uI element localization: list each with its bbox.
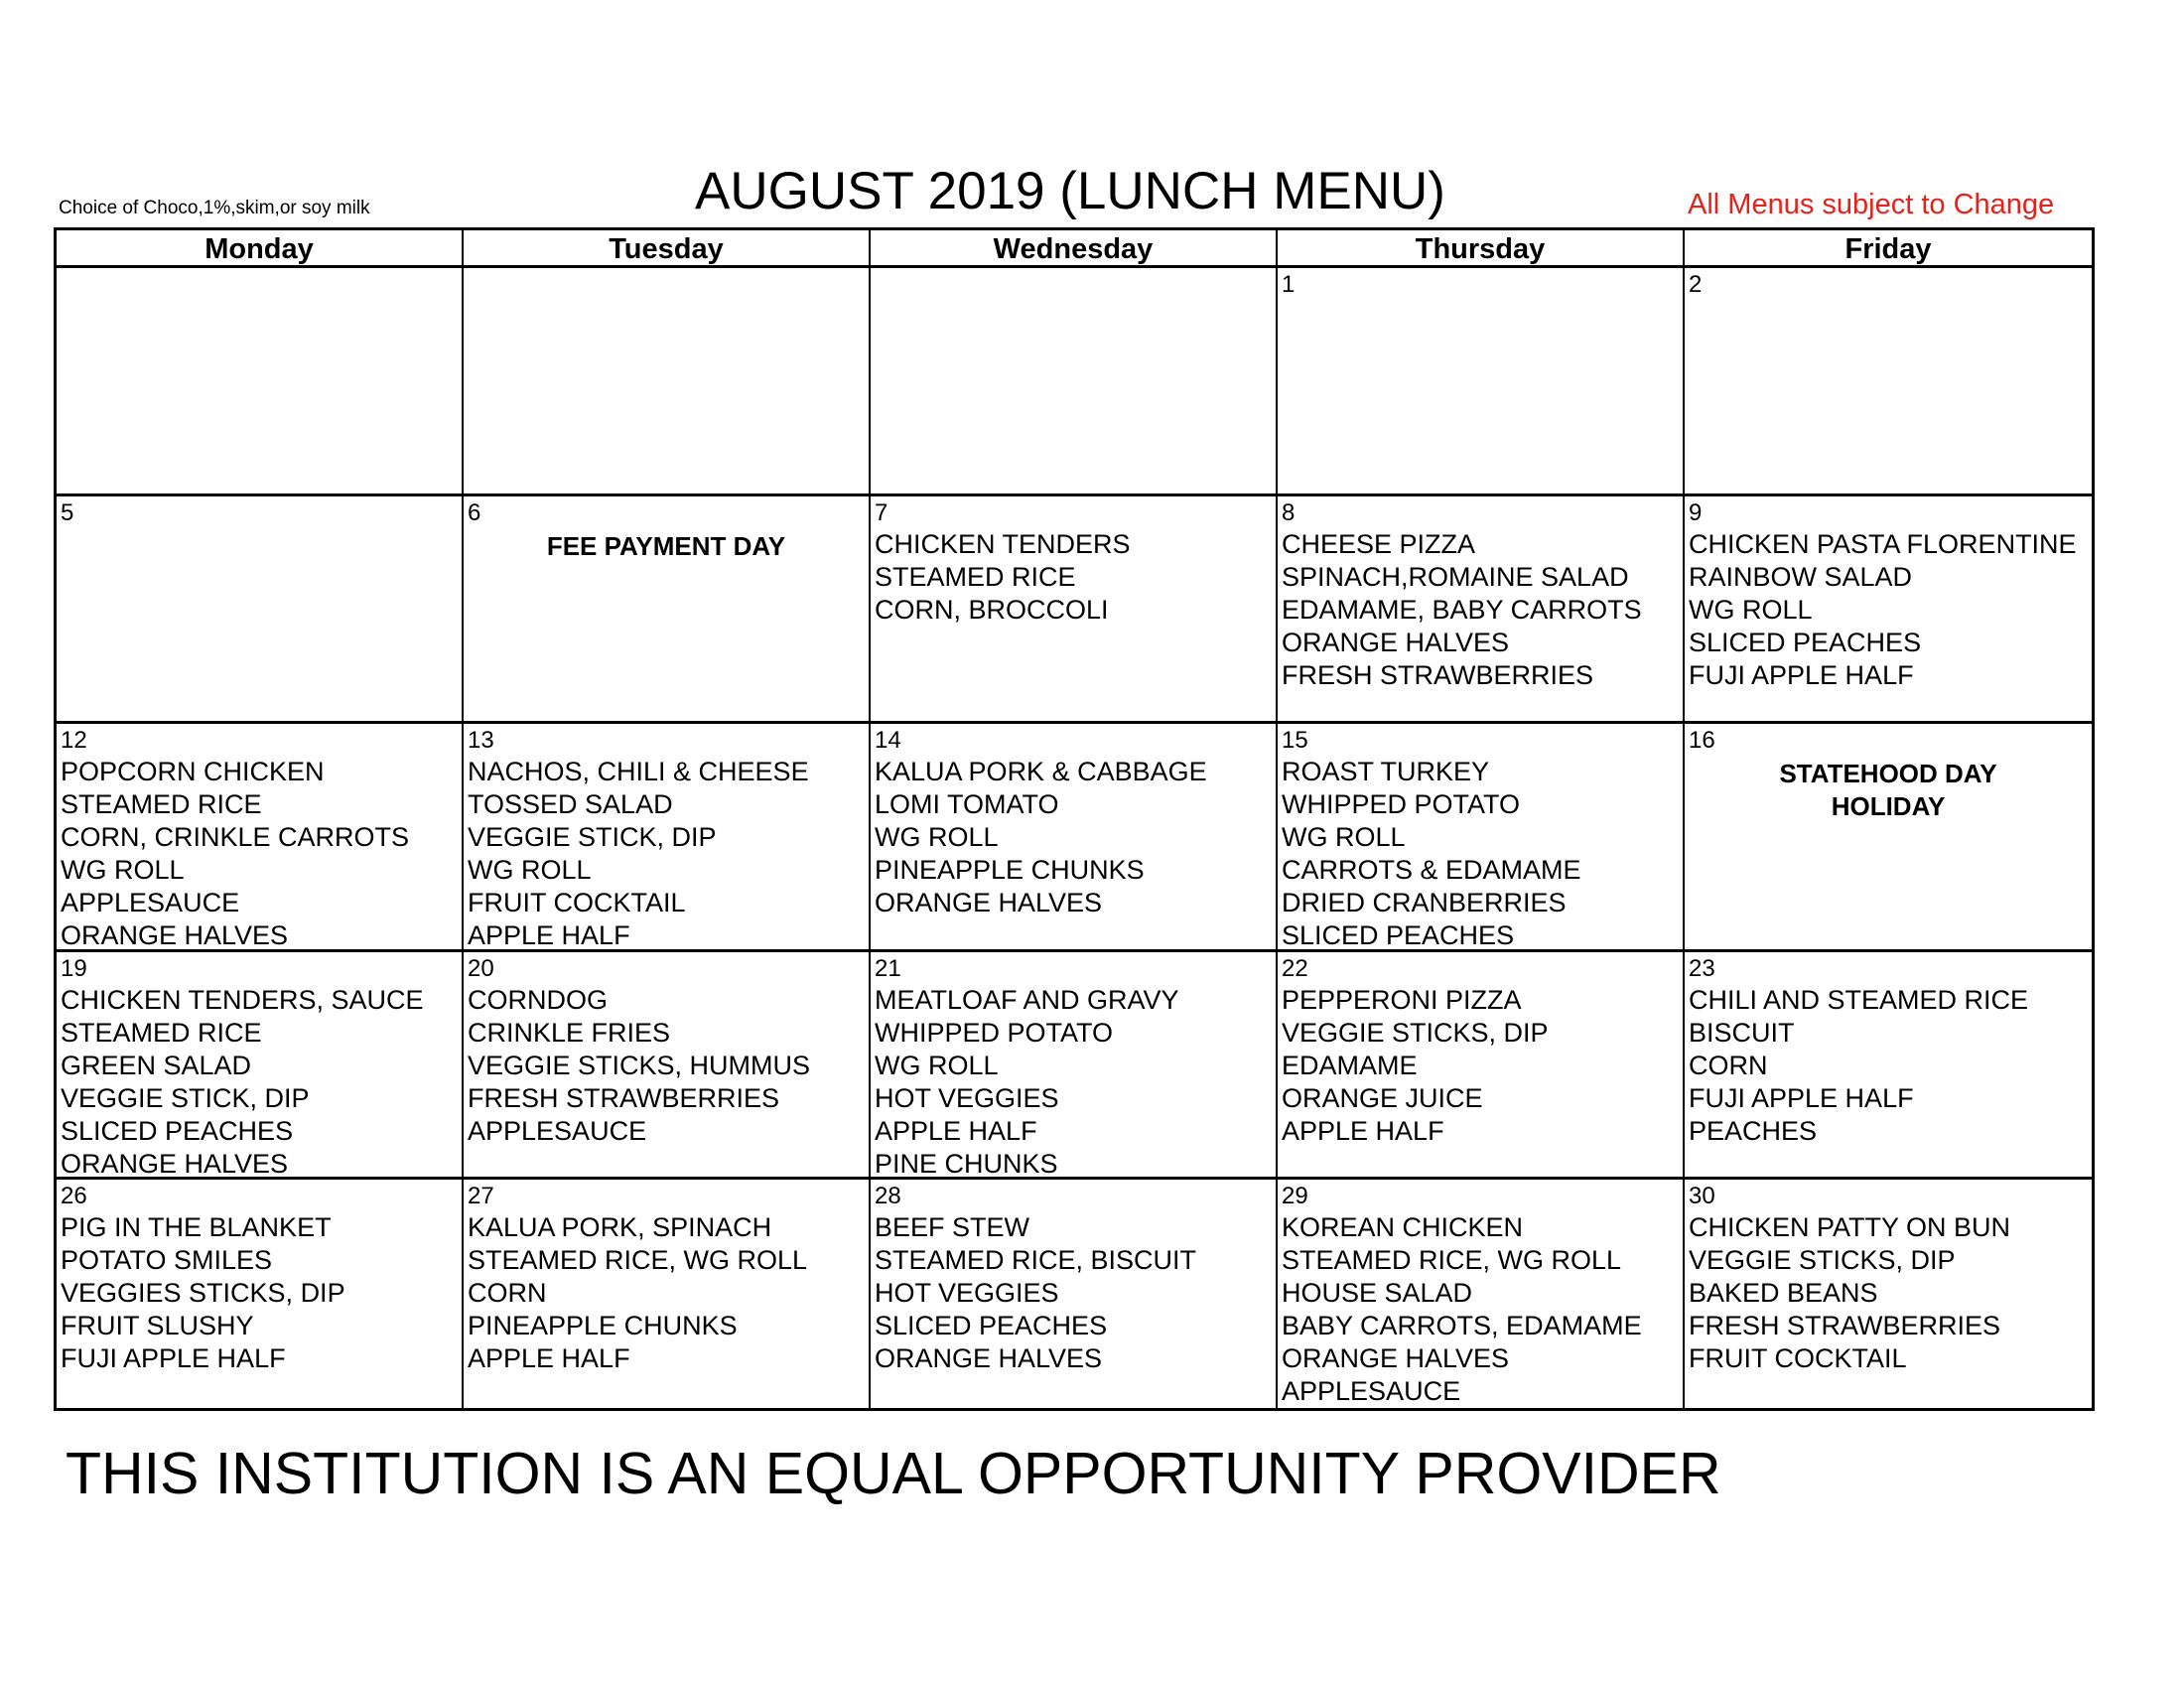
menu-item: ORANGE HALVES <box>61 920 289 951</box>
menu-item: CORN, BROCCOLI <box>875 594 1109 625</box>
date-number: 20 <box>468 954 494 982</box>
menu-item: PEPPERONI PIZZA <box>1282 984 1522 1015</box>
menu-item: VEGGIE STICK, DIP <box>468 822 717 853</box>
calendar-cell <box>1685 268 2092 496</box>
menu-item: STEAMED RICE <box>875 561 1076 592</box>
menu-item: CHICKEN TENDERS <box>875 528 1131 559</box>
menu-item: CORN <box>1689 1050 1768 1080</box>
menu-item: FRUIT SLUSHY <box>61 1311 254 1341</box>
menu-item: CHICKEN TENDERS, SAUCE <box>61 984 424 1015</box>
menu-item: EDAMAME, BABY CARROTS <box>1282 594 1642 625</box>
date-number: 8 <box>1282 498 1296 526</box>
menu-item: APPLE HALF <box>468 920 630 951</box>
date-number: 29 <box>1282 1183 1308 1210</box>
calendar-cell <box>1278 724 1685 952</box>
date-number: 14 <box>875 727 901 755</box>
equal-opportunity-statement: THIS INSTITUTION IS AN EQUAL OPPORTUNITY PROVIDER <box>66 1441 1721 1506</box>
menu-item: ORANGE HALVES <box>61 1148 289 1179</box>
date-number: 16 <box>1689 727 1715 755</box>
menu-item: KALUA PORK & CABBAGE <box>875 757 1207 787</box>
menu-item: ROAST TURKEY <box>1282 757 1490 787</box>
calendar-cell <box>871 496 1278 725</box>
menu-item: STEAMED RICE, WG ROLL <box>1282 1245 1622 1276</box>
menu-item: STEAMED RICE <box>61 789 262 820</box>
menu-change-note: All Menus subject to Change <box>1688 189 2055 220</box>
menu-item: VEGGIE STICKS, DIP <box>1282 1017 1549 1048</box>
menu-item: TOSSED SALAD <box>468 789 673 820</box>
calendar-cell <box>464 724 871 952</box>
menu-item: SLICED PEACHES <box>1282 920 1515 951</box>
date-number: 6 <box>468 498 481 526</box>
menu-item: STEAMED RICE <box>61 1017 262 1048</box>
menu-item: BEEF STEW <box>875 1212 1030 1243</box>
date-number: 9 <box>1689 498 1703 526</box>
special-day-note: HOLIDAY <box>1831 791 1946 822</box>
menu-item: BISCUIT <box>1689 1017 1795 1048</box>
menu-item: PINEAPPLE CHUNKS <box>468 1311 738 1341</box>
menu-item: APPLESAUCE <box>61 888 240 918</box>
date-number: 23 <box>1689 954 1715 982</box>
menu-item: APPLE HALF <box>875 1115 1037 1146</box>
calendar-cell <box>464 496 871 725</box>
menu-item: KALUA PORK, SPINACH <box>468 1212 772 1243</box>
date-number: 28 <box>875 1183 901 1210</box>
menu-item: FRESH STRAWBERRIES <box>1689 1311 2001 1341</box>
calendar-cell <box>1278 268 1685 496</box>
menu-item: PEACHES <box>1689 1115 1818 1146</box>
menu-item: APPLE HALF <box>1282 1115 1444 1146</box>
menu-item: EDAMAME <box>1282 1050 1418 1080</box>
menu-item: APPLESAUCE <box>468 1115 647 1146</box>
menu-item: POPCORN CHICKEN <box>61 757 325 787</box>
menu-item: CHICKEN PATTY ON BUN <box>1689 1212 2011 1243</box>
calendar-cell <box>1278 496 1685 725</box>
menu-item: HOT VEGGIES <box>875 1082 1059 1113</box>
menu-item: FRESH STRAWBERRIES <box>1282 659 1594 690</box>
menu-item: CARROTS & EDAMAME <box>1282 855 1581 886</box>
calendar-cell <box>464 952 871 1181</box>
menu-item: WHIPPED POTATO <box>875 1017 1114 1048</box>
date-number: 1 <box>1282 271 1296 298</box>
calendar-cell <box>1685 952 2092 1181</box>
date-number: 21 <box>875 954 901 982</box>
date-number: 19 <box>61 954 87 982</box>
menu-item: WHIPPED POTATO <box>1282 789 1521 820</box>
calendar-cell <box>871 724 1278 952</box>
menu-item: GREEN SALAD <box>61 1050 252 1080</box>
menu-item: FUJI APPLE HALF <box>1689 1082 1914 1113</box>
menu-item: FUJI APPLE HALF <box>1689 659 1914 690</box>
date-number: 30 <box>1689 1183 1715 1210</box>
menu-item: BABY CARROTS, EDAMAME <box>1282 1311 1642 1341</box>
menu-item: BAKED BEANS <box>1689 1278 1878 1309</box>
menu-item: STEAMED RICE, BISCUIT <box>875 1245 1197 1276</box>
menu-item: VEGGIES STICKS, DIP <box>61 1278 345 1309</box>
calendar-cell <box>1278 952 1685 1181</box>
calendar-cell <box>57 724 464 952</box>
menu-item: FRESH STRAWBERRIES <box>468 1082 780 1113</box>
date-number <box>61 270 462 300</box>
calendar-cell <box>57 1180 464 1408</box>
day-header-wednesday: Wednesday <box>871 230 1278 268</box>
calendar-cell <box>871 1180 1278 1408</box>
date-number: 12 <box>61 727 87 755</box>
date-number: 13 <box>468 727 494 755</box>
day-header-thursday: Thursday <box>1278 230 1685 268</box>
date-number <box>468 270 869 300</box>
menu-item: VEGGIE STICKS, DIP <box>1689 1245 1956 1276</box>
menu-item: APPLE HALF <box>468 1343 630 1374</box>
date-number: 22 <box>1282 954 1308 982</box>
menu-item: DRIED CRANBERRIES <box>1282 888 1567 918</box>
menu-item: SLICED PEACHES <box>61 1115 294 1146</box>
menu-item: SLICED PEACHES <box>875 1311 1108 1341</box>
menu-item: FRUIT COCKTAIL <box>1689 1343 1907 1374</box>
menu-item: NACHOS, CHILI & CHEESE <box>468 757 809 787</box>
calendar-cell <box>464 1180 871 1408</box>
menu-item: STEAMED RICE, WG ROLL <box>468 1245 808 1276</box>
menu-item: ORANGE HALVES <box>875 888 1103 918</box>
date-number: 26 <box>61 1183 87 1210</box>
date-number: 15 <box>1282 727 1308 755</box>
menu-item: CHILI AND STEAMED RICE <box>1689 984 2029 1015</box>
menu-item: ORANGE HALVES <box>1282 1343 1510 1374</box>
date-number: 2 <box>1689 271 1703 298</box>
date-number: 5 <box>61 498 74 526</box>
menu-item: WG ROLL <box>875 822 999 853</box>
calendar-cell <box>871 952 1278 1181</box>
menu-item: VEGGIE STICK, DIP <box>61 1082 310 1113</box>
menu-item: VEGGIE STICKS, HUMMUS <box>468 1050 811 1080</box>
menu-item: CORN <box>468 1278 547 1309</box>
menu-item: CHICKEN PASTA FLORENTINE <box>1689 528 2077 559</box>
date-number <box>875 270 1276 300</box>
day-header-monday: Monday <box>57 230 464 268</box>
menu-item: HOUSE SALAD <box>1282 1278 1473 1309</box>
menu-item: WG ROLL <box>1282 822 1406 853</box>
calendar-cell <box>464 268 871 496</box>
menu-item: CRINKLE FRIES <box>468 1017 671 1048</box>
menu-item: PINE CHUNKS <box>875 1148 1058 1179</box>
day-header-tuesday: Tuesday <box>464 230 871 268</box>
menu-item: CHEESE PIZZA <box>1282 528 1476 559</box>
calendar-cell <box>1685 724 2092 952</box>
menu-item: PINEAPPLE CHUNKS <box>875 855 1145 886</box>
menu-item: WG ROLL <box>468 855 592 886</box>
menu-item: WG ROLL <box>61 855 185 886</box>
milk-choice-note: Choice of Choco,1%,skim,or soy milk <box>59 198 370 218</box>
calendar-cell <box>1685 496 2092 725</box>
menu-item: CORN, CRINKLE CARROTS <box>61 822 410 853</box>
menu-item: APPLESAUCE <box>1282 1376 1461 1407</box>
special-day-note: STATEHOOD DAY <box>1779 759 1997 789</box>
menu-item: ORANGE HALVES <box>1282 627 1510 657</box>
menu-item: RAINBOW SALAD <box>1689 561 1913 592</box>
menu-item: WG ROLL <box>875 1050 999 1080</box>
calendar-cell <box>57 952 464 1181</box>
day-header-friday: Friday <box>1685 230 2092 268</box>
menu-item: FRUIT COCKTAIL <box>468 888 686 918</box>
date-number: 7 <box>875 498 888 526</box>
calendar-cell <box>57 496 464 725</box>
menu-item: ORANGE HALVES <box>875 1343 1103 1374</box>
menu-item: MEATLOAF AND GRAVY <box>875 984 1179 1015</box>
menu-item: LOMI TOMATO <box>875 789 1059 820</box>
menu-item: POTATO SMILES <box>61 1245 273 1276</box>
special-day-note: FEE PAYMENT DAY <box>546 530 786 561</box>
menu-item: PIG IN THE BLANKET <box>61 1212 332 1243</box>
menu-item: HOT VEGGIES <box>875 1278 1059 1309</box>
menu-item: SPINACH,ROMAINE SALAD <box>1282 561 1629 592</box>
menu-item: CORNDOG <box>468 984 608 1015</box>
page-title: AUGUST 2019 (LUNCH MENU) <box>695 162 1445 220</box>
date-number: 27 <box>468 1183 494 1210</box>
calendar-cell <box>1278 1180 1685 1408</box>
calendar-cell <box>57 268 464 496</box>
menu-item: ORANGE JUICE <box>1282 1082 1483 1113</box>
menu-calendar <box>54 227 2095 1411</box>
menu-item: KOREAN CHICKEN <box>1282 1212 1524 1243</box>
menu-item: SLICED PEACHES <box>1689 627 1922 657</box>
calendar-cell <box>871 268 1278 496</box>
calendar-cell <box>1685 1180 2092 1408</box>
menu-item: WG ROLL <box>1689 594 1813 625</box>
menu-item: FUJI APPLE HALF <box>61 1343 286 1374</box>
